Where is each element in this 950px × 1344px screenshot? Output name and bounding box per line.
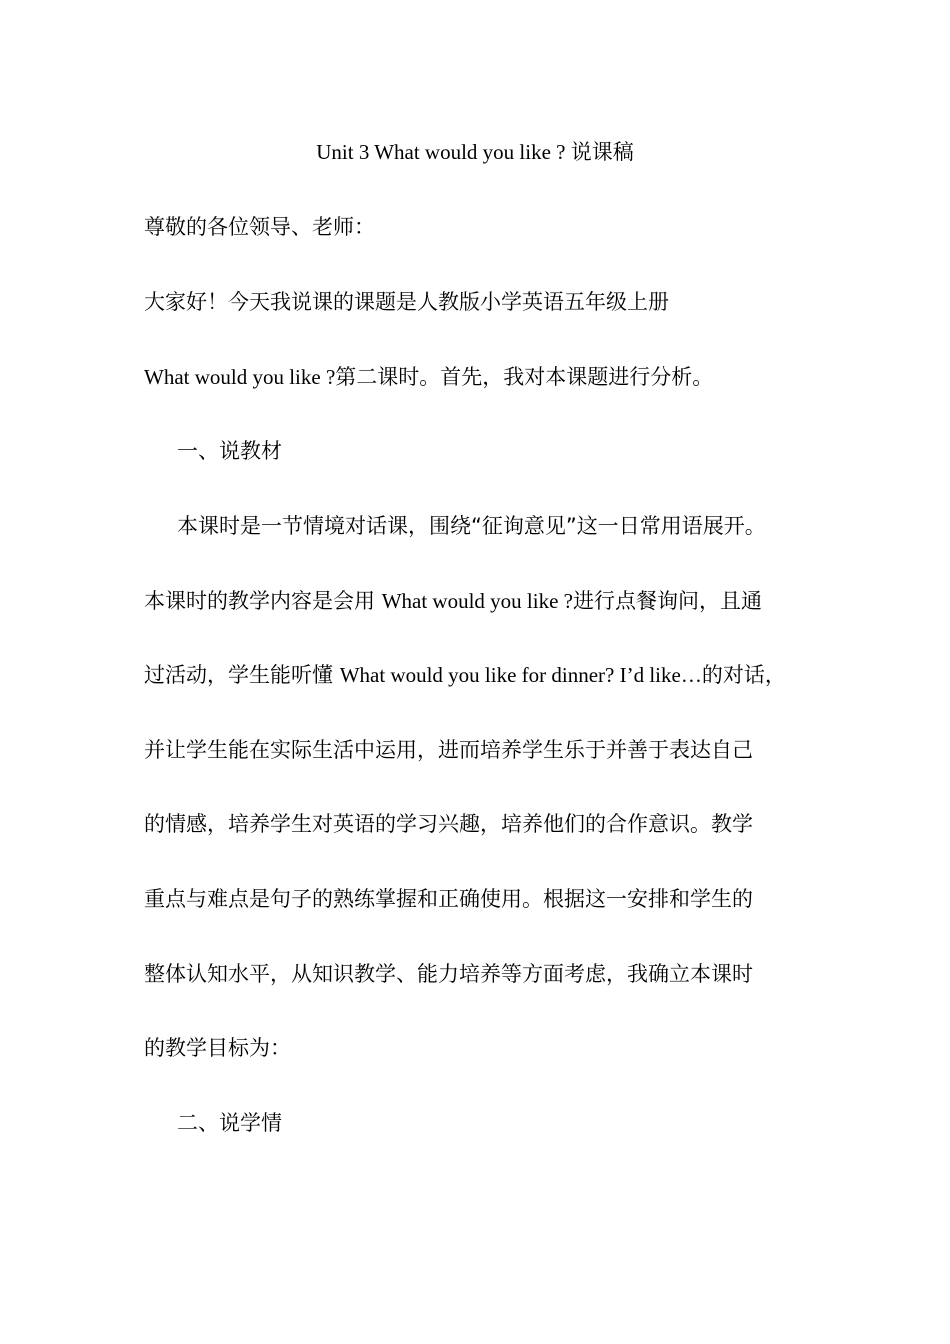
paragraph-line-1: 本课时是一节情境对话课，围绕“征询意见”这一日常用语展开。 bbox=[177, 514, 766, 538]
greeting-line: 尊敬的各位领导、老师： bbox=[144, 215, 375, 239]
paragraph-line-2-chinese-b: 进行点餐询问，且通 bbox=[572, 589, 762, 613]
title-chinese: 说课稿 bbox=[570, 140, 634, 164]
section-heading-teaching-material: 一、说教材 bbox=[177, 439, 282, 463]
paragraph-line-3-chinese-a: 过活动，学生能听懂 bbox=[144, 663, 340, 687]
paragraph-line-2-chinese-a: 本课时的教学内容是会用 bbox=[144, 589, 382, 613]
paragraph-line-3 bbox=[144, 661, 786, 689]
intro-line-2-english: What would you like ? bbox=[144, 365, 336, 389]
paragraph-line-5: 的情感，培养学生对英语的学习兴趣，培养他们的合作意识。教学 bbox=[144, 812, 753, 836]
paragraph-line-8: 的教学目标为： bbox=[144, 1036, 291, 1060]
intro-line-1: 大家好！今天我说课的课题是人教版小学英语五年级上册 bbox=[144, 290, 669, 314]
title-english: Unit 3 What would you like ? bbox=[316, 140, 571, 164]
paragraph-line-3-english: What would you like for dinner? I’d like… bbox=[339, 663, 702, 687]
intro-line-2-chinese: 第二课时。首先，我对本课题进行分析。 bbox=[335, 365, 714, 389]
paragraph-line-6: 重点与难点是句子的熟练掌握和正确使用。根据这一安排和学生的 bbox=[144, 887, 753, 911]
section-heading-student-analysis: 二、说学情 bbox=[177, 1111, 282, 1135]
paragraph-line-4: 并让学生能在实际生活中运用，进而培养学生乐于并善于表达自己 bbox=[144, 738, 753, 762]
paragraph-line-2 bbox=[144, 587, 762, 615]
document-title bbox=[0, 138, 950, 166]
paragraph-line-7: 整体认知水平，从知识教学、能力培养等方面考虑，我确立本课时 bbox=[144, 962, 753, 986]
intro-line-2 bbox=[144, 363, 713, 391]
paragraph-line-3-chinese-b: 的对话， bbox=[701, 663, 786, 687]
paragraph-line-2-english: What would you like ? bbox=[381, 589, 573, 613]
